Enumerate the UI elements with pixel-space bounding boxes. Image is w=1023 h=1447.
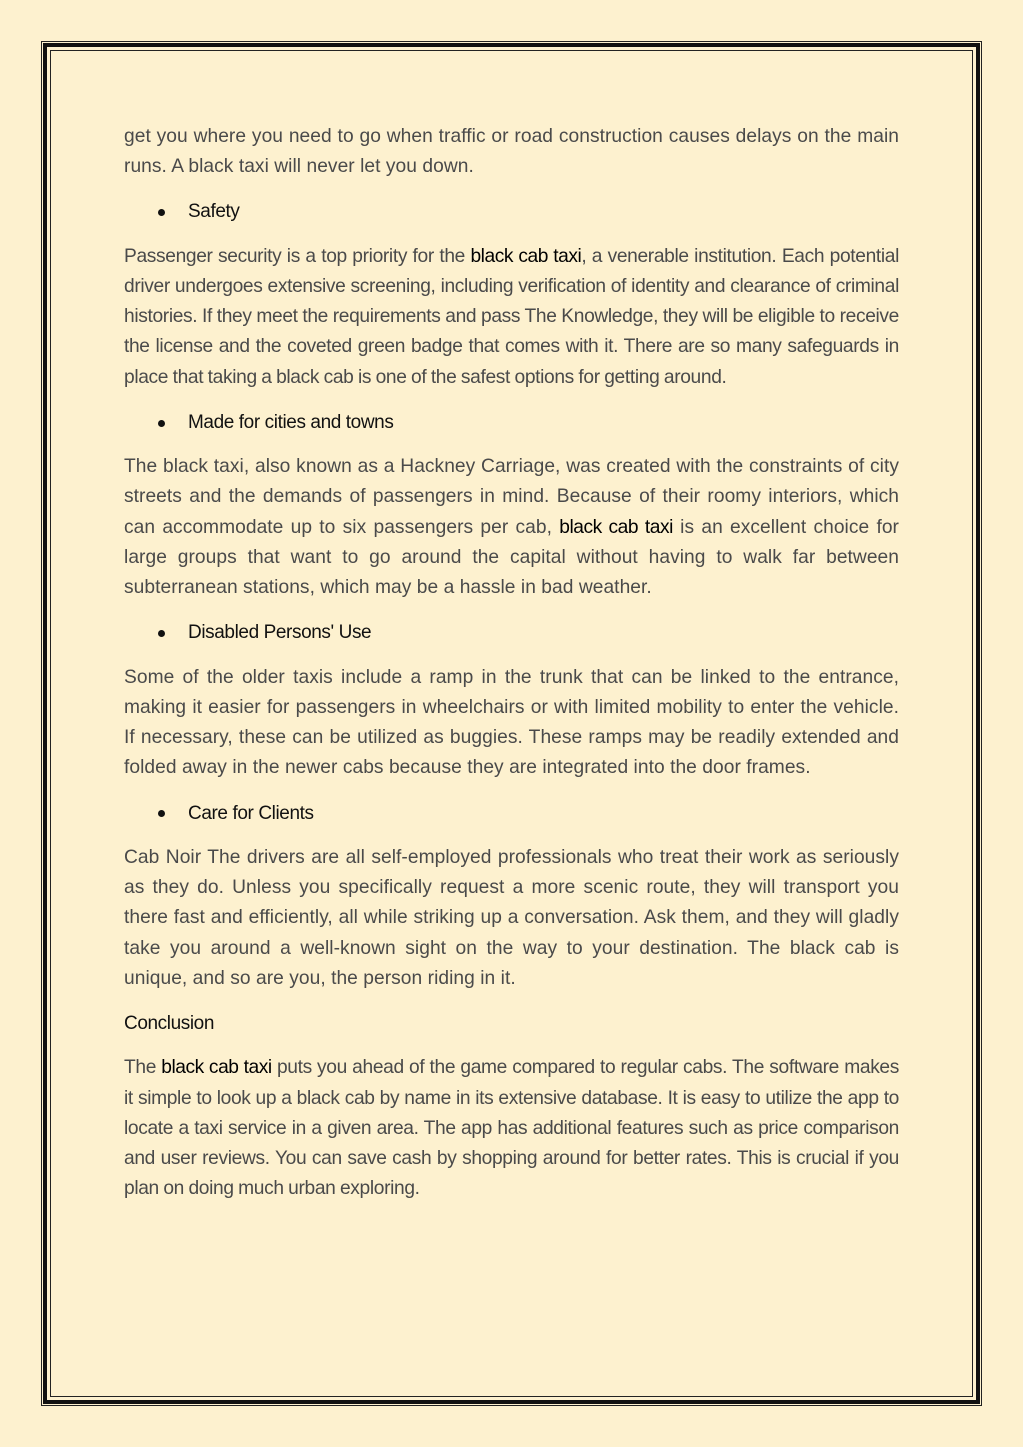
paragraph-text: The black taxi, also known as a Hackney Carriage, was created with the constraints of city streets and the demands of passengers in mind. Because of their roomy interiors, which can accommodate up to six passengers per cab, [124, 456, 899, 538]
conclusion-paragraph [124, 1053, 899, 1204]
paragraph-text: The [124, 1057, 162, 1079]
bullet-safety [124, 198, 899, 228]
bullet-label: Made for cities and towns [188, 411, 394, 433]
keyword-link: black cab taxi [161, 1057, 272, 1079]
keyword-link: black cab taxi [559, 516, 673, 538]
document-body [124, 122, 899, 1220]
conclusion-heading: Conclusion [124, 1013, 214, 1035]
paragraph-text: is an excellent choice for large groups that want to go around the capital without having to walk far between subterranean stations, which may be a hassle in bad weather. [124, 516, 899, 599]
bullet-care [124, 799, 899, 829]
paragraph-text: puts you ahead of the game compared to regular cabs. The software makes it simple to look up a black cab by name in its extensive database. It is easy to utilize the app to locate a taxi service in a given area. The app has additional features such as price comparison and user reviews. You can save cash by shopping around for better rates. This is crucial if you plan on doing much urban exploring. [124, 1057, 899, 1200]
bullet-disabled [124, 619, 899, 649]
bullet-label: Disabled Persons' Use [188, 622, 372, 644]
cities-paragraph [124, 452, 899, 603]
bullet-label: Safety [188, 201, 240, 223]
paragraph-text: Passenger security is a top priority for the [124, 245, 471, 267]
bullet-cities [124, 408, 899, 438]
bullet-dot-icon [158, 420, 165, 427]
intro-paragraph: get you where you need to go when traffic or road construction causes delays on the main runs. A black taxi will never let you down. [124, 126, 899, 178]
paragraph-text: , a venerable institution. Each potential driver undergoes extensive screening, including verification of identity and clearance of criminal histories. If they meet the requirements and pass The Knowledge, they will be eligible to receive the license and the coveted green badge that comes with it. There are so many safeguards in place that taking a black cab is one of the safest options for getting around. [124, 245, 900, 388]
bullet-label: Care for Clients [188, 802, 314, 824]
care-paragraph: Cab Noir The drivers are all self-employed professionals who treat their work as seriously as they do. Unless you specifically request a more scenic route, they will transport you there fast and efficiently, all while striking up a conversation. Ask them, and they will gladly take you around a well-known sight on the way to your destination. The black cab is unique, and so are you, the person riding in it. [124, 846, 899, 989]
bullet-dot-icon [158, 209, 165, 216]
bullet-dot-icon [158, 630, 165, 637]
keyword-link: black cab taxi [470, 245, 582, 267]
safety-paragraph [124, 242, 899, 393]
bullet-dot-icon [158, 810, 165, 817]
disabled-paragraph: Some of the older taxis include a ramp in the trunk that can be linked to the entrance, making it easier for passengers in wheelchairs or with limited mobility to enter the vehicle. If necessary, these can be utilized as buggies. These ramps may be readily extended and folded away in the newer cabs because they are integrated into the door frames. [124, 666, 899, 779]
